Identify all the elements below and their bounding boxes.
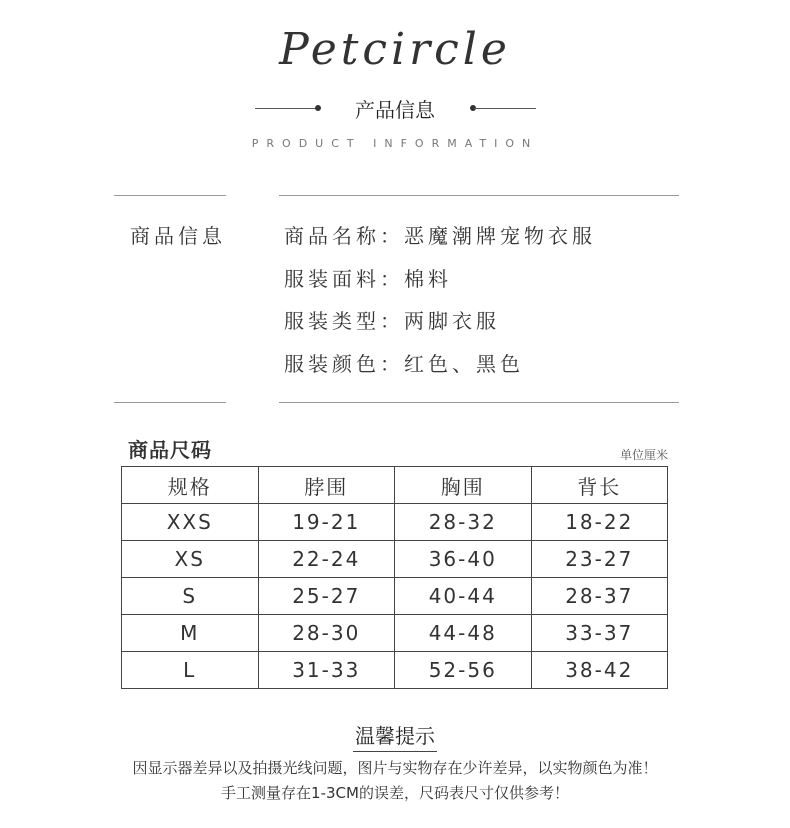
table-row xyxy=(122,615,668,652)
header-cell-neck: 脖围 xyxy=(258,467,395,504)
table-cell: 38-42 xyxy=(531,652,668,689)
header-cell-spec: 规格 xyxy=(122,467,259,504)
info-row-name: 商品名称：恶魔潮牌宠物衣服 xyxy=(284,224,596,248)
header-cell-back: 背长 xyxy=(531,467,668,504)
table-cell: 19-21 xyxy=(258,504,395,541)
table-cell: XXS xyxy=(122,504,259,541)
section-title: 产品信息 xyxy=(355,98,435,122)
size-table xyxy=(121,466,668,689)
info-row-type: 服装类型：两脚衣服 xyxy=(284,309,500,333)
table-cell: XS xyxy=(122,541,259,578)
section-subtitle: PRODUCT INFORMATION xyxy=(251,137,539,150)
divider-bottom-right xyxy=(279,402,679,403)
table-row xyxy=(122,578,668,615)
table-cell: 18-22 xyxy=(531,504,668,541)
table-cell: 28-30 xyxy=(258,615,395,652)
table-cell: L xyxy=(122,652,259,689)
table-row xyxy=(122,652,668,689)
size-title: 商品尺码 xyxy=(128,438,212,462)
size-unit: 单位厘米 xyxy=(619,448,668,462)
tip-line-2: 手工测量存在1-3CM的误差，尺码表尺寸仅供参考！ xyxy=(221,784,569,802)
header-cell-chest: 胸围 xyxy=(395,467,532,504)
tips-title-wrap xyxy=(0,720,790,752)
table-cell: 31-33 xyxy=(258,652,395,689)
table-cell: 23-27 xyxy=(531,541,668,578)
brand-logo: Petcircle xyxy=(279,24,511,75)
table-cell: 28-32 xyxy=(395,504,532,541)
table-cell: 25-27 xyxy=(258,578,395,615)
table-cell: 22-24 xyxy=(258,541,395,578)
tip-line-1: 因显示器差异以及拍摄光线问题，图片与实物存在少许差异，以实物颜色为准！ xyxy=(132,759,658,777)
table-cell: S xyxy=(122,578,259,615)
table-row xyxy=(122,541,668,578)
info-row-color: 服装颜色：红色、黑色 xyxy=(284,352,524,376)
info-label: 商品信息 xyxy=(130,224,226,248)
table-cell: 52-56 xyxy=(395,652,532,689)
table-cell: 40-44 xyxy=(395,578,532,615)
table-cell: 44-48 xyxy=(395,615,532,652)
table-cell: M xyxy=(122,615,259,652)
divider-top-left xyxy=(114,195,226,196)
divider-bottom-left xyxy=(114,402,226,403)
table-row xyxy=(122,504,668,541)
size-header-row xyxy=(122,467,668,504)
info-row-fabric: 服装面料：棉料 xyxy=(284,267,452,291)
table-cell: 36-40 xyxy=(395,541,532,578)
tips-title: 温馨提示 xyxy=(353,720,437,752)
section-title-row xyxy=(0,94,790,124)
table-cell: 28-37 xyxy=(531,578,668,615)
title-line-right xyxy=(474,108,536,109)
divider-top-right xyxy=(279,195,679,196)
table-cell: 33-37 xyxy=(531,615,668,652)
